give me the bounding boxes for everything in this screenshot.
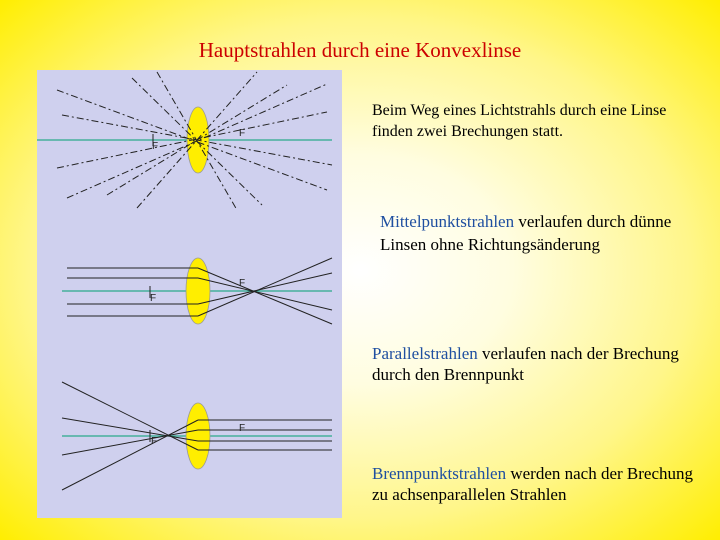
parallel-ray — [198, 278, 332, 310]
parallel-ray — [198, 258, 332, 316]
intro-text: Beim Weg eines Lichtstrahls durch eine Linse finden zwei Brechungen statt. — [372, 102, 667, 140]
focus-label: F — [150, 293, 157, 304]
lens-diagrams — [37, 70, 342, 518]
parallel-rays-desc: verlaufen nach der Brechung durch den Brennpunkt — [372, 344, 679, 384]
parallel-rays-term: Parallelstrahlen — [372, 344, 478, 363]
parallel-ray — [198, 268, 332, 324]
page-title: Hauptstrahlen durch eine Konvexlinse — [198, 38, 522, 62]
parallel-rays-text — [372, 343, 692, 385]
focal-ray — [62, 418, 198, 441]
lens-3 — [186, 403, 210, 469]
parallel-ray — [198, 273, 332, 304]
focal-ray — [62, 382, 198, 450]
focus-label: F — [239, 278, 246, 289]
focus-label: F — [152, 141, 159, 152]
focal-ray — [62, 420, 198, 490]
diagram-panel — [37, 70, 342, 518]
center-rays-desc: verlaufen durch dünne Linsen ohne Richtungsänderung — [380, 212, 672, 254]
center-rays-term: Mittelpunktstrahlen — [380, 212, 515, 231]
diagram-center-rays — [37, 72, 332, 210]
focal-rays-desc: werden nach der Brechung zu achsenparallelen Strahlen — [372, 464, 694, 504]
focus-label: F — [239, 128, 246, 139]
focal-ray — [62, 430, 198, 455]
center-ray — [157, 72, 237, 210]
center-rays-text — [380, 210, 710, 256]
focus-label: F — [239, 423, 246, 434]
focus-label: F — [151, 436, 158, 447]
focal-rays-text — [372, 463, 702, 505]
diagram-parallel-rays — [62, 258, 332, 324]
center-ray-lines — [57, 72, 332, 210]
diagram-focal-rays — [62, 382, 332, 490]
focal-rays-term: Brennpunktstrahlen — [372, 464, 507, 483]
